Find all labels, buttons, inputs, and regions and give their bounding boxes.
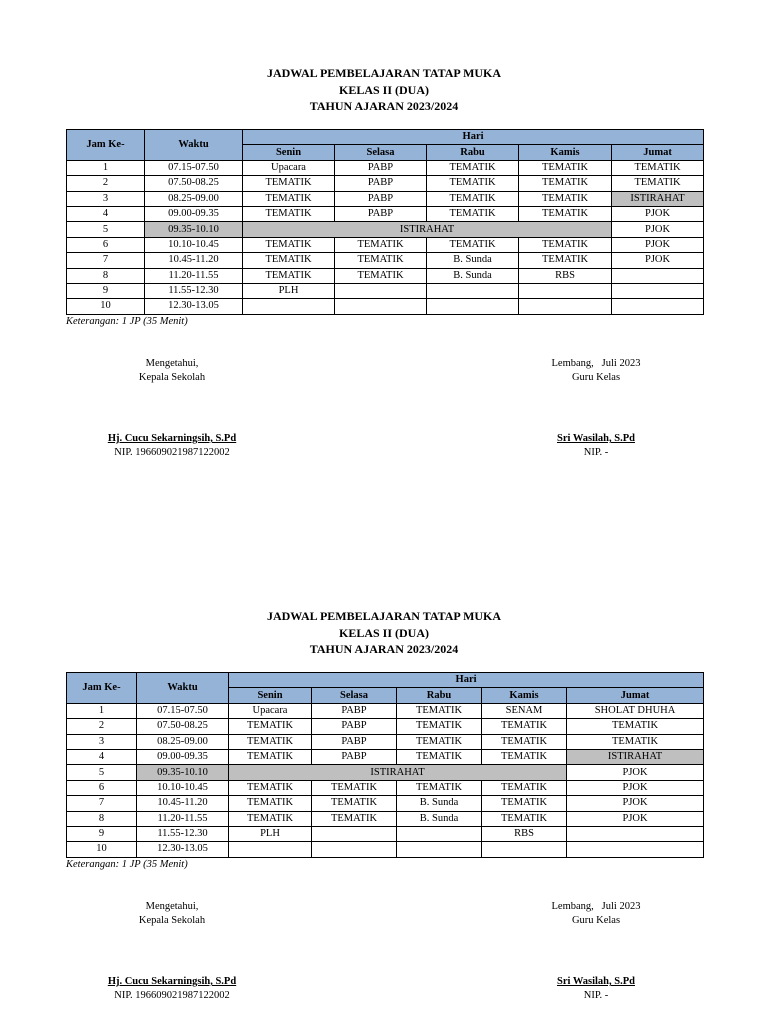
schedule-table <box>66 129 704 315</box>
cell-kamis: TEMATIK <box>519 160 612 175</box>
title-line-3: TAHUN AJARAN 2023/2024 <box>309 99 459 113</box>
cell-jam: 9 <box>67 283 145 298</box>
cell-waktu: 09.35-10.10 <box>137 765 229 780</box>
col-header-day: Senin <box>243 145 335 160</box>
cell-kamis: TEMATIK <box>519 191 612 206</box>
note-text: Keterangan: 1 JP (35 Menit) <box>66 859 188 870</box>
cell-selasa: PABP <box>335 160 427 175</box>
cell-waktu: 07.50-08.25 <box>137 719 229 734</box>
cell-selasa: PABP <box>312 734 397 749</box>
cell-kamis: SENAM <box>482 703 567 718</box>
signature-left-name-block <box>72 975 272 1002</box>
table-row <box>67 160 704 175</box>
signature-left-line1: Mengetahui, <box>145 358 199 369</box>
cell-jumat: PJOK <box>567 780 704 795</box>
table-row <box>67 811 704 826</box>
signature-right-name-block <box>496 975 696 1002</box>
col-header-day: Senin <box>229 688 312 703</box>
cell-kamis: TEMATIK <box>519 176 612 191</box>
signature-right-name: Sri Wasilah, S.Pd <box>556 433 635 444</box>
cell-jam: 1 <box>67 703 137 718</box>
cell-rabu: TEMATIK <box>427 237 519 252</box>
cell-rabu: TEMATIK <box>397 780 482 795</box>
signature-left-name-block <box>72 432 272 459</box>
col-header-day: Rabu <box>427 145 519 160</box>
cell-jumat: PJOK <box>567 811 704 826</box>
table-row <box>67 734 704 749</box>
signature-right-name-block <box>496 432 696 459</box>
cell-waktu: 10.45-11.20 <box>145 253 243 268</box>
table-row <box>67 268 704 283</box>
cell-kamis: TEMATIK <box>482 796 567 811</box>
signature-left <box>72 357 272 384</box>
cell-selasa <box>312 826 397 841</box>
cell-waktu: 08.25-09.00 <box>145 191 243 206</box>
cell-waktu: 10.10-10.45 <box>137 780 229 795</box>
cell-kamis: TEMATIK <box>482 734 567 749</box>
cell-kamis: RBS <box>519 268 612 283</box>
cell-jumat: PJOK <box>612 222 704 237</box>
title-line-1: JADWAL PEMBELAJARAN TATAP MUKA <box>266 609 502 623</box>
cell-selasa: PABP <box>335 206 427 221</box>
cell-jam: 8 <box>67 811 137 826</box>
cell-selasa: TEMATIK <box>312 796 397 811</box>
signature-left-nip: NIP. 196609021987122002 <box>114 989 230 1001</box>
cell-kamis: TEMATIK <box>482 749 567 764</box>
cell-jam: 3 <box>67 734 137 749</box>
cell-jumat-istirahat: ISTIRAHAT <box>612 191 704 206</box>
title-line-3: TAHUN AJARAN 2023/2024 <box>309 642 459 656</box>
cell-senin <box>229 842 312 857</box>
document-title <box>0 65 768 115</box>
cell-jumat <box>567 826 704 841</box>
cell-waktu: 12.30-13.05 <box>145 299 243 314</box>
cell-jam: 5 <box>67 765 137 780</box>
col-header-jam: Jam Ke- <box>67 130 145 161</box>
table-row <box>67 780 704 795</box>
cell-jam: 4 <box>67 206 145 221</box>
col-header-hari: Hari <box>229 673 704 688</box>
cell-jam: 10 <box>67 299 145 314</box>
table-row-break <box>67 765 704 780</box>
title-line-2: KELAS II (DUA) <box>338 625 429 640</box>
cell-senin: TEMATIK <box>243 268 335 283</box>
table-row <box>67 176 704 191</box>
table-row <box>67 703 704 718</box>
table-row <box>67 826 704 841</box>
cell-selasa: PABP <box>312 749 397 764</box>
signature-right-line1: Lembang, Juli 2023 <box>551 901 641 912</box>
col-header-day: Kamis <box>482 688 567 703</box>
col-header-day: Selasa <box>312 688 397 703</box>
cell-senin <box>243 299 335 314</box>
title-line-1: JADWAL PEMBELAJARAN TATAP MUKA <box>266 66 502 80</box>
cell-istirahat: ISTIRAHAT <box>229 765 567 780</box>
col-header-hari: Hari <box>243 130 704 145</box>
cell-waktu: 08.25-09.00 <box>137 734 229 749</box>
cell-kamis <box>519 283 612 298</box>
cell-kamis: RBS <box>482 826 567 841</box>
cell-jam: 3 <box>67 191 145 206</box>
signature-right <box>496 900 696 927</box>
signature-right <box>496 357 696 384</box>
col-header-day: Jumat <box>567 688 704 703</box>
cell-selasa <box>312 842 397 857</box>
table-row <box>67 749 704 764</box>
cell-rabu <box>397 842 482 857</box>
cell-jumat: SHOLAT DHUHA <box>567 703 704 718</box>
col-header-day: Selasa <box>335 145 427 160</box>
cell-waktu: 07.15-07.50 <box>145 160 243 175</box>
col-header-day: Jumat <box>612 145 704 160</box>
cell-senin: PLH <box>243 283 335 298</box>
cell-rabu: TEMATIK <box>397 734 482 749</box>
table-row <box>67 237 704 252</box>
cell-rabu <box>427 299 519 314</box>
cell-jam: 9 <box>67 826 137 841</box>
cell-senin: TEMATIK <box>229 734 312 749</box>
cell-waktu: 11.55-12.30 <box>137 826 229 841</box>
cell-jumat <box>567 842 704 857</box>
cell-waktu: 09.00-09.35 <box>145 206 243 221</box>
cell-senin: TEMATIK <box>229 719 312 734</box>
cell-waktu: 07.50-08.25 <box>145 176 243 191</box>
cell-jumat: PJOK <box>567 796 704 811</box>
table-row <box>67 719 704 734</box>
cell-kamis: TEMATIK <box>482 811 567 826</box>
cell-kamis <box>519 299 612 314</box>
cell-senin: TEMATIK <box>229 749 312 764</box>
signature-left-name: Hj. Cucu Sekarningsih, S.Pd <box>107 433 237 444</box>
cell-jam: 2 <box>67 719 137 734</box>
cell-rabu: TEMATIK <box>397 719 482 734</box>
cell-kamis: TEMATIK <box>519 206 612 221</box>
signature-right-role: Guru Kelas <box>571 371 621 383</box>
signature-left-role: Kepala Sekolah <box>138 371 206 383</box>
table-row <box>67 299 704 314</box>
cell-jam: 4 <box>67 749 137 764</box>
signature-right-nip: NIP. - <box>583 446 609 458</box>
col-header-jam: Jam Ke- <box>67 673 137 704</box>
cell-jumat: TEMATIK <box>612 160 704 175</box>
cell-rabu: B. Sunda <box>397 811 482 826</box>
col-header-waktu: Waktu <box>137 673 229 704</box>
cell-senin: Upacara <box>229 703 312 718</box>
cell-jumat: PJOK <box>567 765 704 780</box>
schedule-table <box>66 672 704 858</box>
cell-waktu: 11.20-11.55 <box>145 268 243 283</box>
cell-rabu: TEMATIK <box>427 176 519 191</box>
cell-kamis: TEMATIK <box>519 253 612 268</box>
signature-right-nip: NIP. - <box>583 989 609 1001</box>
cell-jumat: TEMATIK <box>567 719 704 734</box>
cell-rabu <box>427 283 519 298</box>
col-header-waktu: Waktu <box>145 130 243 161</box>
cell-rabu: TEMATIK <box>427 206 519 221</box>
cell-jam: 5 <box>67 222 145 237</box>
cell-waktu: 10.10-10.45 <box>145 237 243 252</box>
cell-jumat <box>612 268 704 283</box>
cell-selasa <box>335 299 427 314</box>
document-title <box>0 608 768 658</box>
cell-selasa: PABP <box>312 703 397 718</box>
cell-jam: 7 <box>67 253 145 268</box>
table-row <box>67 842 704 857</box>
cell-jam: 6 <box>67 237 145 252</box>
cell-jumat: PJOK <box>612 253 704 268</box>
cell-senin: TEMATIK <box>243 237 335 252</box>
cell-senin: TEMATIK <box>229 780 312 795</box>
cell-rabu: B. Sunda <box>397 796 482 811</box>
signature-right-role: Guru Kelas <box>571 914 621 926</box>
cell-selasa: TEMATIK <box>335 253 427 268</box>
title-line-2: KELAS II (DUA) <box>338 82 429 97</box>
cell-jumat-istirahat: ISTIRAHAT <box>567 749 704 764</box>
cell-senin: TEMATIK <box>243 191 335 206</box>
cell-rabu: TEMATIK <box>397 749 482 764</box>
table-row <box>67 206 704 221</box>
cell-rabu <box>397 826 482 841</box>
col-header-day: Rabu <box>397 688 482 703</box>
table-row <box>67 283 704 298</box>
cell-jam: 7 <box>67 796 137 811</box>
cell-jumat: PJOK <box>612 206 704 221</box>
cell-selasa: PABP <box>335 191 427 206</box>
cell-jumat <box>612 299 704 314</box>
cell-senin: TEMATIK <box>229 796 312 811</box>
cell-senin: TEMATIK <box>243 253 335 268</box>
cell-senin: TEMATIK <box>243 176 335 191</box>
cell-kamis: TEMATIK <box>519 237 612 252</box>
cell-rabu: TEMATIK <box>427 191 519 206</box>
signature-right-line1: Lembang, Juli 2023 <box>551 358 641 369</box>
signature-left-role: Kepala Sekolah <box>138 914 206 926</box>
cell-istirahat: ISTIRAHAT <box>243 222 612 237</box>
table-row <box>67 796 704 811</box>
table-row <box>67 253 704 268</box>
cell-waktu: 11.20-11.55 <box>137 811 229 826</box>
cell-jam: 1 <box>67 160 145 175</box>
cell-selasa: TEMATIK <box>335 268 427 283</box>
table-row-break <box>67 222 704 237</box>
cell-selasa: PABP <box>312 719 397 734</box>
signature-left-line1: Mengetahui, <box>145 901 199 912</box>
cell-selasa <box>335 283 427 298</box>
col-header-day: Kamis <box>519 145 612 160</box>
cell-jam: 8 <box>67 268 145 283</box>
signature-left-name: Hj. Cucu Sekarningsih, S.Pd <box>107 976 237 987</box>
cell-rabu: B. Sunda <box>427 253 519 268</box>
cell-waktu: 07.15-07.50 <box>137 703 229 718</box>
cell-waktu: 09.35-10.10 <box>145 222 243 237</box>
cell-rabu: TEMATIK <box>427 160 519 175</box>
cell-rabu: B. Sunda <box>427 268 519 283</box>
cell-jam: 6 <box>67 780 137 795</box>
cell-waktu: 09.00-09.35 <box>137 749 229 764</box>
cell-jumat: PJOK <box>612 237 704 252</box>
signature-left-nip: NIP. 196609021987122002 <box>114 446 230 458</box>
cell-kamis: TEMATIK <box>482 719 567 734</box>
cell-selasa: TEMATIK <box>312 811 397 826</box>
cell-selasa: PABP <box>335 176 427 191</box>
cell-senin: TEMATIK <box>229 811 312 826</box>
note-text: Keterangan: 1 JP (35 Menit) <box>66 316 188 327</box>
cell-jumat: TEMATIK <box>612 176 704 191</box>
cell-selasa: TEMATIK <box>335 237 427 252</box>
signature-right-name: Sri Wasilah, S.Pd <box>556 976 635 987</box>
cell-kamis <box>482 842 567 857</box>
table-row <box>67 191 704 206</box>
cell-rabu: TEMATIK <box>397 703 482 718</box>
cell-jam: 2 <box>67 176 145 191</box>
cell-senin: Upacara <box>243 160 335 175</box>
cell-selasa: TEMATIK <box>312 780 397 795</box>
cell-jumat <box>612 283 704 298</box>
cell-waktu: 10.45-11.20 <box>137 796 229 811</box>
signature-left <box>72 900 272 927</box>
cell-kamis: TEMATIK <box>482 780 567 795</box>
cell-waktu: 11.55-12.30 <box>145 283 243 298</box>
cell-jam: 10 <box>67 842 137 857</box>
cell-senin: PLH <box>229 826 312 841</box>
cell-waktu: 12.30-13.05 <box>137 842 229 857</box>
cell-senin: TEMATIK <box>243 206 335 221</box>
cell-jumat: TEMATIK <box>567 734 704 749</box>
